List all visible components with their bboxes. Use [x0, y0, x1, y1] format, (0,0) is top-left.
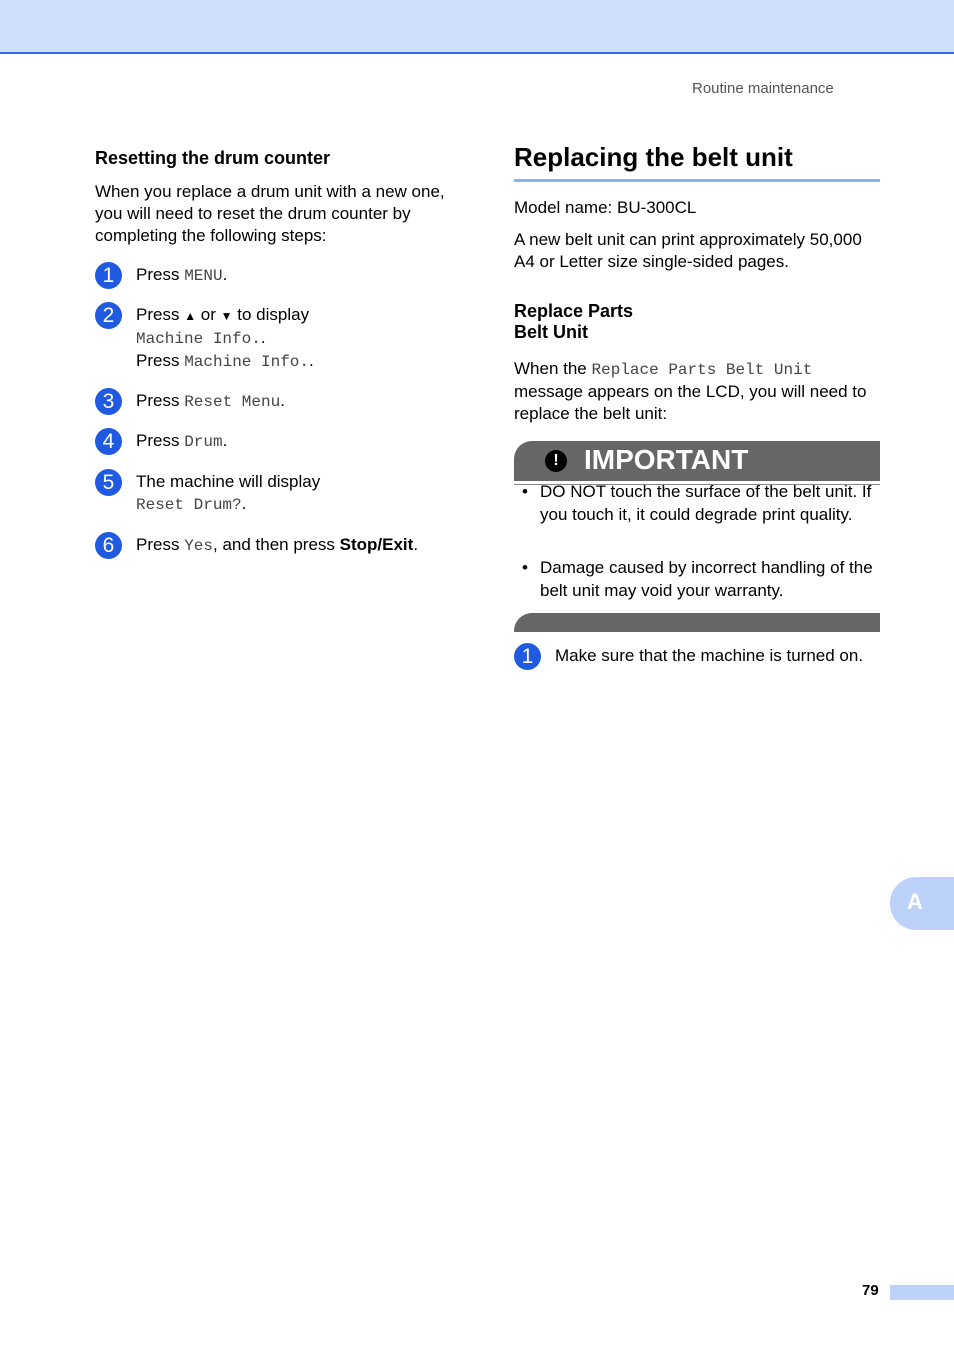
model-name: Model name: BU-300CL — [514, 198, 697, 217]
step-number-badge: 3 — [95, 388, 122, 415]
step-tail: . — [222, 431, 228, 450]
step-tail: . — [222, 265, 228, 284]
step-text — [136, 430, 227, 453]
chapter-tab — [890, 877, 954, 930]
up-arrow-icon: ▲ — [184, 309, 197, 323]
warning-icon: ! — [545, 450, 567, 472]
step-text — [136, 264, 227, 287]
step-lead: Press — [136, 431, 185, 450]
step-number-badge: 1 — [95, 262, 122, 289]
bullet-icon: • — [522, 558, 528, 577]
step-number-badge: 6 — [95, 532, 122, 559]
lcd-text: Reset Menu — [184, 393, 281, 411]
step-lead: Press — [136, 305, 185, 324]
page-number: 79 — [862, 1282, 879, 1299]
step-number-badge: 5 — [95, 469, 122, 496]
heading-line-1: Replace Parts — [514, 301, 634, 321]
step-text — [136, 390, 285, 413]
step-text — [136, 304, 314, 373]
running-head: Routine maintenance — [692, 80, 834, 97]
step-tail: . — [309, 351, 314, 370]
paragraph-tail: message appears on the LCD, you will need to replace the belt unit: — [514, 382, 867, 423]
important-footer-bar — [514, 613, 880, 632]
step-lead: Press — [136, 535, 185, 554]
drum-counter-heading: Resetting the drum counter — [95, 148, 331, 168]
step-lead: The machine will display — [136, 472, 321, 491]
heading-line-2: Belt Unit — [514, 322, 588, 342]
down-arrow-icon: ▼ — [220, 309, 233, 323]
step-text: Make sure that the machine is turned on. — [555, 646, 864, 665]
lcd-text: Replace Parts Belt Unit — [591, 361, 813, 379]
stop-exit-key: Stop/Exit — [339, 535, 414, 554]
step-or: or — [196, 305, 221, 324]
step-tail: . — [413, 535, 419, 554]
header-band — [0, 0, 954, 54]
belt-capacity-text: A new belt unit can print approximately 50,000 A4 or Letter size single-sided pages. — [514, 230, 862, 271]
lcd-text: Drum — [184, 433, 223, 451]
lcd-message-paragraph — [514, 358, 884, 425]
chapter-tab-label: A — [907, 889, 923, 914]
step-number-badge: 2 — [95, 302, 122, 329]
lcd-text: Machine Info. — [136, 330, 261, 348]
page-title: Replacing the belt unit — [514, 142, 880, 182]
drum-counter-intro: When you replace a drum unit with a new one, you will need to reset the drum counter by completing the following steps: — [95, 182, 445, 245]
important-banner — [514, 441, 880, 481]
step-lead: Press — [136, 351, 185, 370]
step-text — [136, 534, 418, 557]
footer-bar — [890, 1285, 954, 1300]
lcd-text: Reset Drum? — [136, 496, 242, 514]
step-mid: , and then press — [213, 535, 340, 554]
step-number-badge: 4 — [95, 428, 122, 455]
lcd-text: Yes — [184, 537, 213, 555]
lcd-text: MENU — [184, 267, 223, 285]
bullet-text: DO NOT touch the surface of the belt unit. If you touch it, it could degrade print quality. — [540, 482, 872, 524]
bullet-icon: • — [522, 482, 528, 501]
lcd-text: Machine Info. — [184, 353, 310, 371]
bullet-text: Damage caused by incorrect handling of the belt unit may void your warranty. — [540, 558, 873, 600]
step-number-badge: 1 — [514, 643, 541, 670]
step-text — [136, 471, 320, 516]
step-tail: . — [260, 328, 266, 347]
important-label: IMPORTANT — [584, 444, 749, 475]
step-tail: . — [280, 391, 285, 410]
step-lead: Press — [136, 265, 185, 284]
step-mid: to display — [232, 305, 310, 324]
step-tail: . — [241, 494, 247, 513]
step-lead: Press — [136, 391, 185, 410]
replace-parts-heading — [514, 301, 633, 343]
paragraph-lead: When the — [514, 359, 592, 378]
